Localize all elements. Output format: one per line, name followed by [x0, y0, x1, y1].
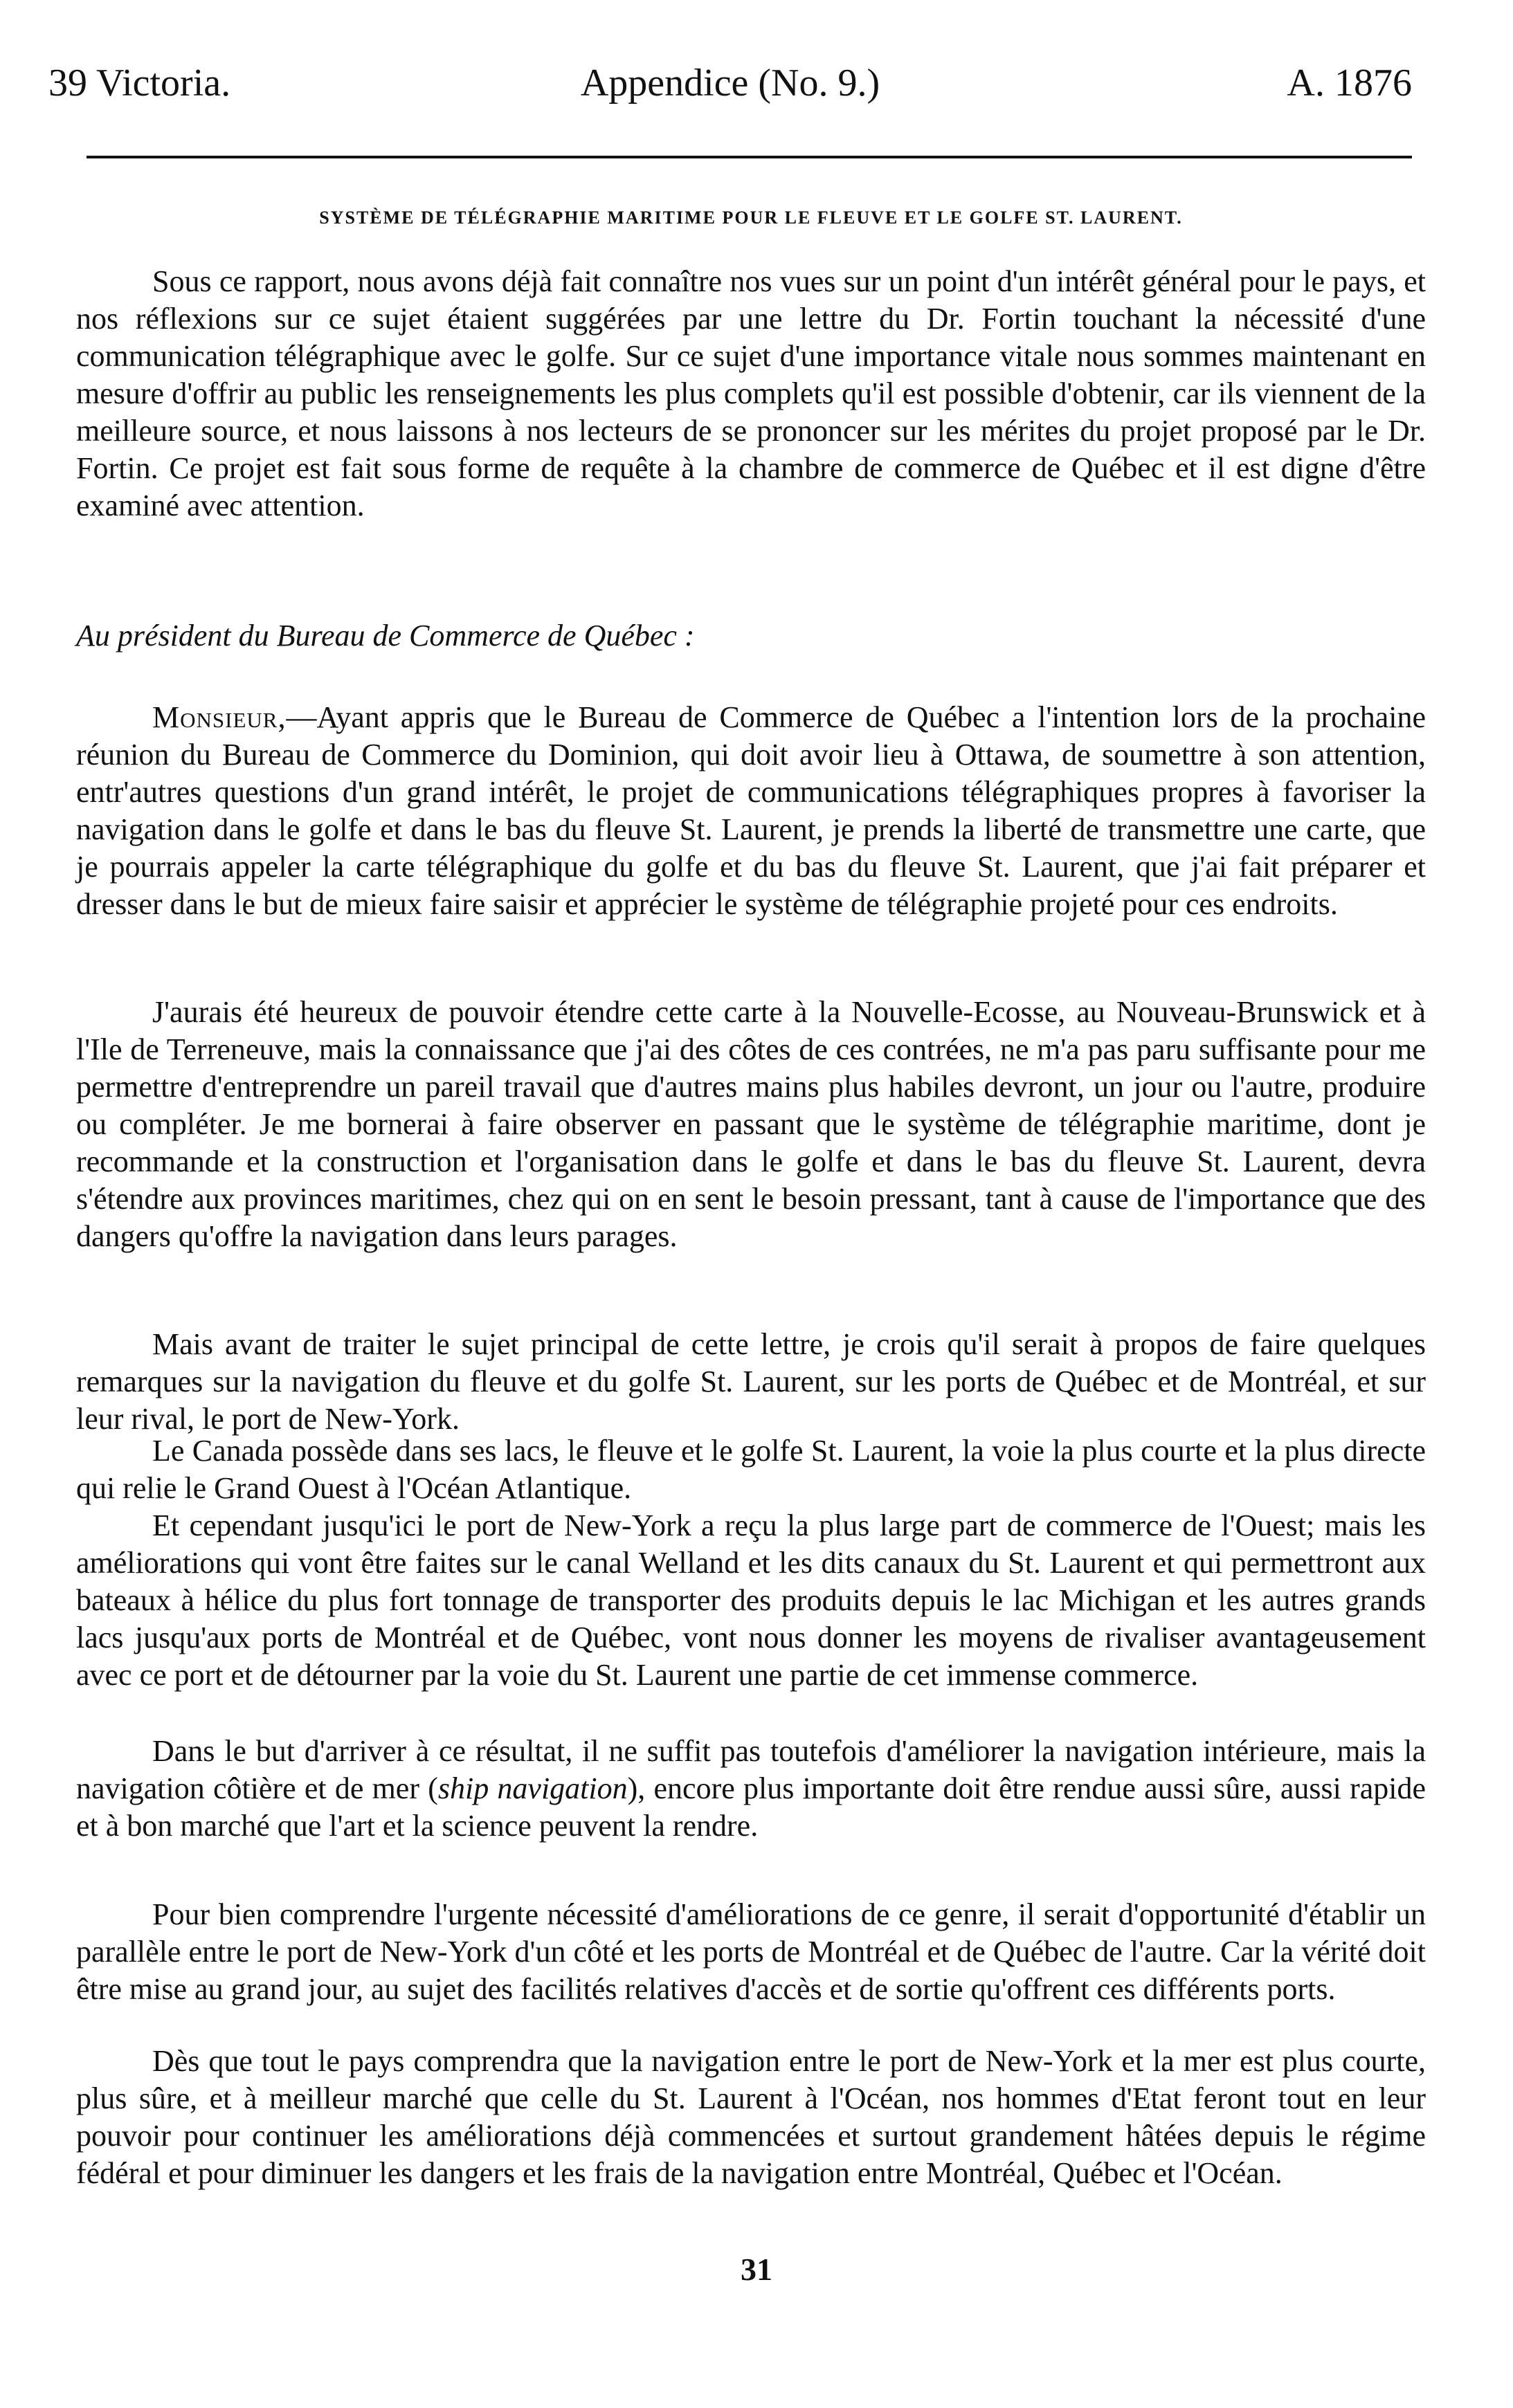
letter-paragraph-1-text: —Ayant appris que le Bureau de Commerce de Québec a l'intention lors de la prochaine réunion du Bureau de Commerce du Dominion, qui doit avoir lieu à Ottawa, de soumettre à son attention, entr'autres questions d'un grand intérêt, le projet de communications télégraphiques propres à favoriser la navigation dans le golfe et dans le bas du fleuve St. Laurent, je prends la liberté de transmettre une carte, que je pourrais appeler la carte télégraphique du golfe et du bas du fleuve St. Laurent, que j'ai fait préparer et dresser dans le but de mieux faire saisir et apprécier le système de télégraphie projeté pour ces endroits. [76, 700, 1426, 921]
header-center: Appendice (No. 9.) [580, 62, 880, 104]
letter-paragraph-6-before: Dans le but d'arriver à ce résultat, il ne suffit pas toutefois d'améliorer la navigation intérieure, mais la navigation côtière et de mer ( [76, 1734, 1426, 1805]
letter-paragraph-8: Dès que tout le pays comprendra que la navigation entre le port de New-York et la mer est plus courte, plus sûre, et à meilleur marché que celle du St. Laurent à l'Océan, nos hommes d'Etat feront tout en leur pouvoir pour continuer les améliorations déjà commencées et surtout grandement hâtées depuis le régime fédéral et pour diminuer les dangers et les frais de la navigation entre Montréal, Québec et l'Océan. [76, 2044, 1426, 2190]
letter-paragraph-1 [76, 699, 1426, 923]
section-title: SYSTÈME DE TÉLÉGRAPHIE MARITIME POUR LE FLEUVE ET LE GOLFE ST. LAURENT. [319, 208, 1183, 228]
header-left: 39 Victoria. [48, 62, 231, 104]
letter-paragraph-6 [76, 1733, 1426, 1845]
page-number: 31 [741, 2252, 772, 2287]
letter-paragraph-6-italic: ship navigation [437, 1771, 628, 1805]
header-right: A. 1876 [1287, 62, 1412, 104]
letter-paragraph-5: Et cependant jusqu'ici le port de New-York a reçu la plus large part de commerce de l'Ouest; mais les améliorations qui vont être faites sur le canal Welland et les dits canaux du St. Laurent et qui permettront aux bateaux à hélice du plus fort tonnage de transporter des produits depuis le lac Michigan et les autres grands lacs jusqu'aux ports de Montréal et de Québec, vont nous donner les moyens de rivaliser avantageusement avec ce port et de détourner par la voie du St. Laurent une partie de cet immense commerce. [76, 1508, 1426, 1692]
letter-paragraph-4: Le Canada possède dans ses lacs, le fleuve et le golfe St. Laurent, la voie la plus courte et la plus directe qui relie le Grand Ouest à l'Océan Atlantique. [76, 1434, 1426, 1505]
letter-paragraph-6-after: ), encore plus importante doit être rendue aussi sûre, aussi rapide et à bon marché que l'art et la science peuvent la rendre. [76, 1771, 1426, 1843]
letter-paragraph-7: Pour bien comprendre l'urgente nécessité d'améliorations de ce genre, il serait d'opportunité d'établir un parallèle entre le port de New-York d'un côté et les ports de Montréal et de Québec de l'autre. Car la vérité doit être mise au grand jour, au sujet des facilités relatives d'accès et de sortie qu'offrent ces différents ports. [76, 1897, 1426, 2006]
running-header [48, 55, 1412, 111]
letter-paragraph-3: Mais avant de traiter le sujet principal de cette lettre, je crois qu'il serait à propos de faire quelques remarques sur la navigation du fleuve et du golfe St. Laurent, sur les ports de Québec et de Montréal, et sur leur rival, le port de New-York. [76, 1327, 1426, 1436]
letter-paragraph-2: J'aurais été heureux de pouvoir étendre cette carte à la Nouvelle-Ecosse, au Nouveau-Brunswick et à l'Ile de Terreneuve, mais la connaissance que j'ai des côtes de ces contrées, ne m'a pas paru suffisante pour me permettre d'entreprendre un pareil travail que d'autres mains plus habiles devront, un jour ou l'autre, produire ou compléter. Je me bornerai à faire observer en passant que le système de télégraphie maritime, dont je recommande et la construction et l'organisation dans le golfe et dans le bas du fleuve St. Laurent, devra s'étendre aux provinces maritimes, chez qui on en sent le besoin pressant, tant à cause de l'importance que des dangers qu'offre la navigation dans leurs parages. [76, 995, 1426, 1253]
letter-address: Monsieur, [152, 700, 287, 734]
salutation: Au président du Bureau de Commerce de Québec : [76, 619, 695, 653]
header-rule [87, 156, 1412, 158]
intro-paragraph: Sous ce rapport, nous avons déjà fait connaître nos vues sur un point d'un intérêt général pour le pays, et nos réflexions sur ce sujet étaient suggérées par une lettre du Dr. Fortin touchant la nécessité d'une communication télégraphique avec le golfe. Sur ce sujet d'une importance vitale nous sommes maintenant en mesure d'offrir au public les renseignements les plus complets qu'il est possible d'obtenir, car ils viennent de la meilleure source, et nous laissons à nos lecteurs de se prononcer sur les mérites du projet proposé par le Dr. Fortin. Ce projet est fait sous forme de requête à la chambre de commerce de Québec et il est digne d'être examiné avec attention. [76, 264, 1426, 522]
